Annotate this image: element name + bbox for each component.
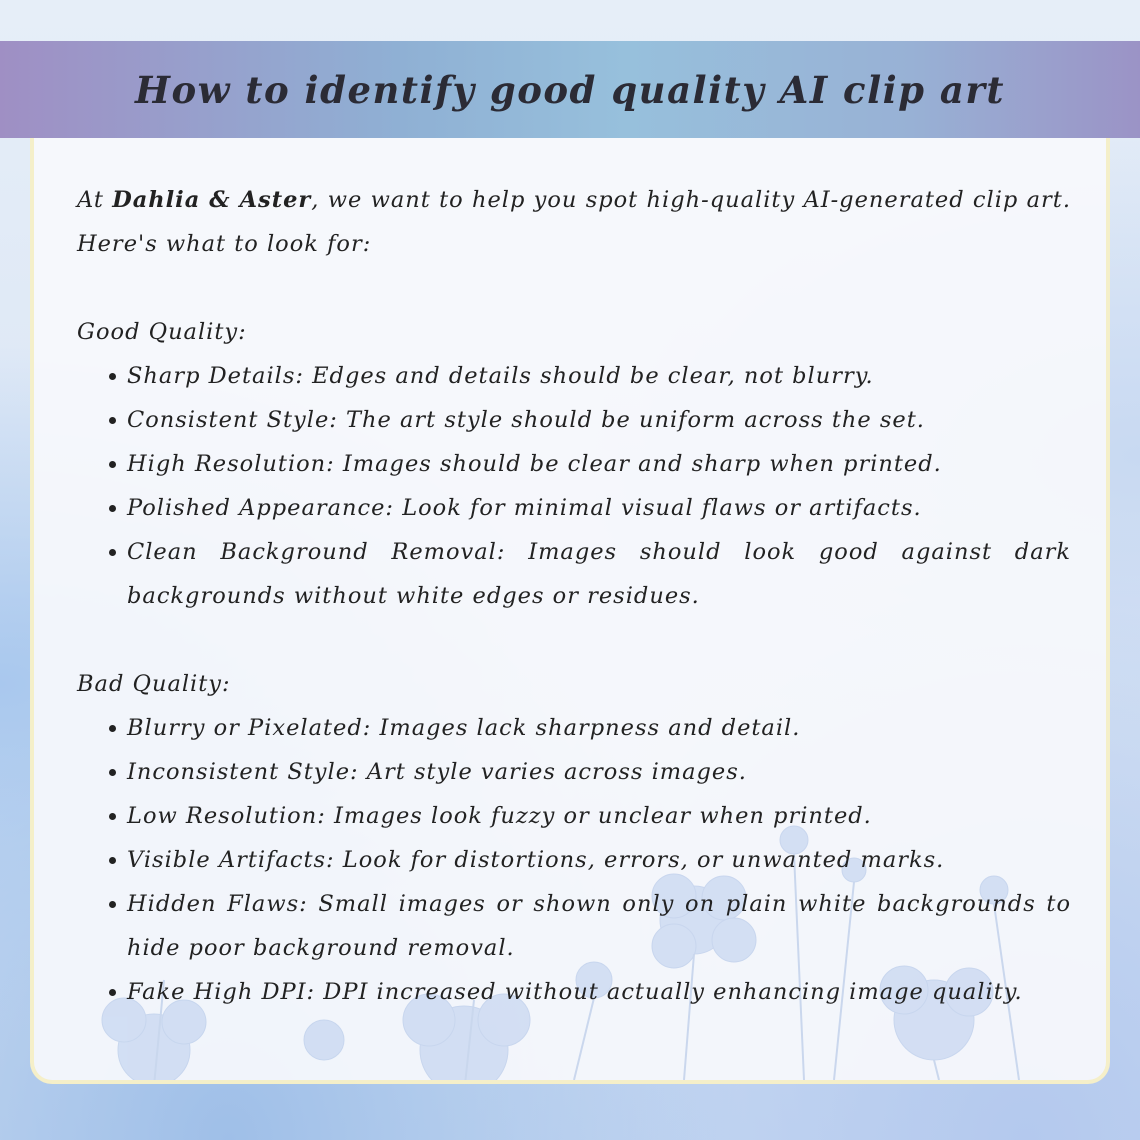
intro-suffix: , we want to help you spot high-quality AI-generated clip art. Here's what to look for: <box>77 187 1071 257</box>
item-term: Hidden Flaws: <box>127 891 308 917</box>
content-card <box>30 138 1110 1084</box>
item-text: DPI increased without actually enhancing image quality. <box>323 979 1023 1005</box>
item-term: High Resolution: <box>127 451 335 477</box>
list-item <box>127 398 1071 442</box>
list-item <box>127 706 1071 750</box>
list-item <box>127 750 1071 794</box>
item-text: Images look fuzzy or unclear when printed. <box>333 803 872 829</box>
good-quality-heading: Good Quality: <box>77 319 247 345</box>
item-term: Fake High DPI: <box>127 979 316 1005</box>
list-item <box>127 794 1071 838</box>
item-text: Images should be clear and sharp when printed. <box>342 451 942 477</box>
list-item <box>127 882 1071 970</box>
bad-quality-heading: Bad Quality: <box>77 671 231 697</box>
item-text: Edges and details should be clear, not blurry. <box>312 363 874 389</box>
item-term: Clean Background Removal: <box>127 539 506 565</box>
list-item <box>127 970 1071 1014</box>
article-body <box>77 178 1071 1014</box>
item-text: Look for distortions, errors, or unwanted marks. <box>342 847 945 873</box>
list-item <box>127 838 1071 882</box>
item-term: Consistent Style: <box>127 407 338 433</box>
item-text: Small images or shown only on plain white backgrounds to hide poor background removal. <box>127 891 1071 961</box>
item-term: Blurry or Pixelated: <box>127 715 372 741</box>
list-item <box>127 354 1071 398</box>
good-quality-list <box>77 354 1071 618</box>
page-title: How to identify good quality AI clip art <box>135 67 1005 112</box>
item-text: Art style varies across images. <box>366 759 747 785</box>
item-text: Images lack sharpness and detail. <box>379 715 801 741</box>
list-item <box>127 530 1071 618</box>
bad-quality-list <box>77 706 1071 1014</box>
title-banner <box>0 41 1140 138</box>
item-text: The art style should be uniform across the set. <box>346 407 925 433</box>
item-text: Images should look good against dark backgrounds without white edges or residues. <box>127 539 1071 609</box>
item-term: Polished Appearance: <box>127 495 395 521</box>
intro-prefix: At <box>77 187 113 213</box>
item-term: Inconsistent Style: <box>127 759 359 785</box>
list-item <box>127 442 1071 486</box>
intro-paragraph <box>77 178 1071 266</box>
item-text: Look for minimal visual flaws or artifacts. <box>402 495 922 521</box>
item-term: Visible Artifacts: <box>127 847 335 873</box>
item-term: Low Resolution: <box>127 803 326 829</box>
item-term: Sharp Details: <box>127 363 304 389</box>
brand-name: Dahlia & Aster <box>112 187 312 213</box>
list-item <box>127 486 1071 530</box>
